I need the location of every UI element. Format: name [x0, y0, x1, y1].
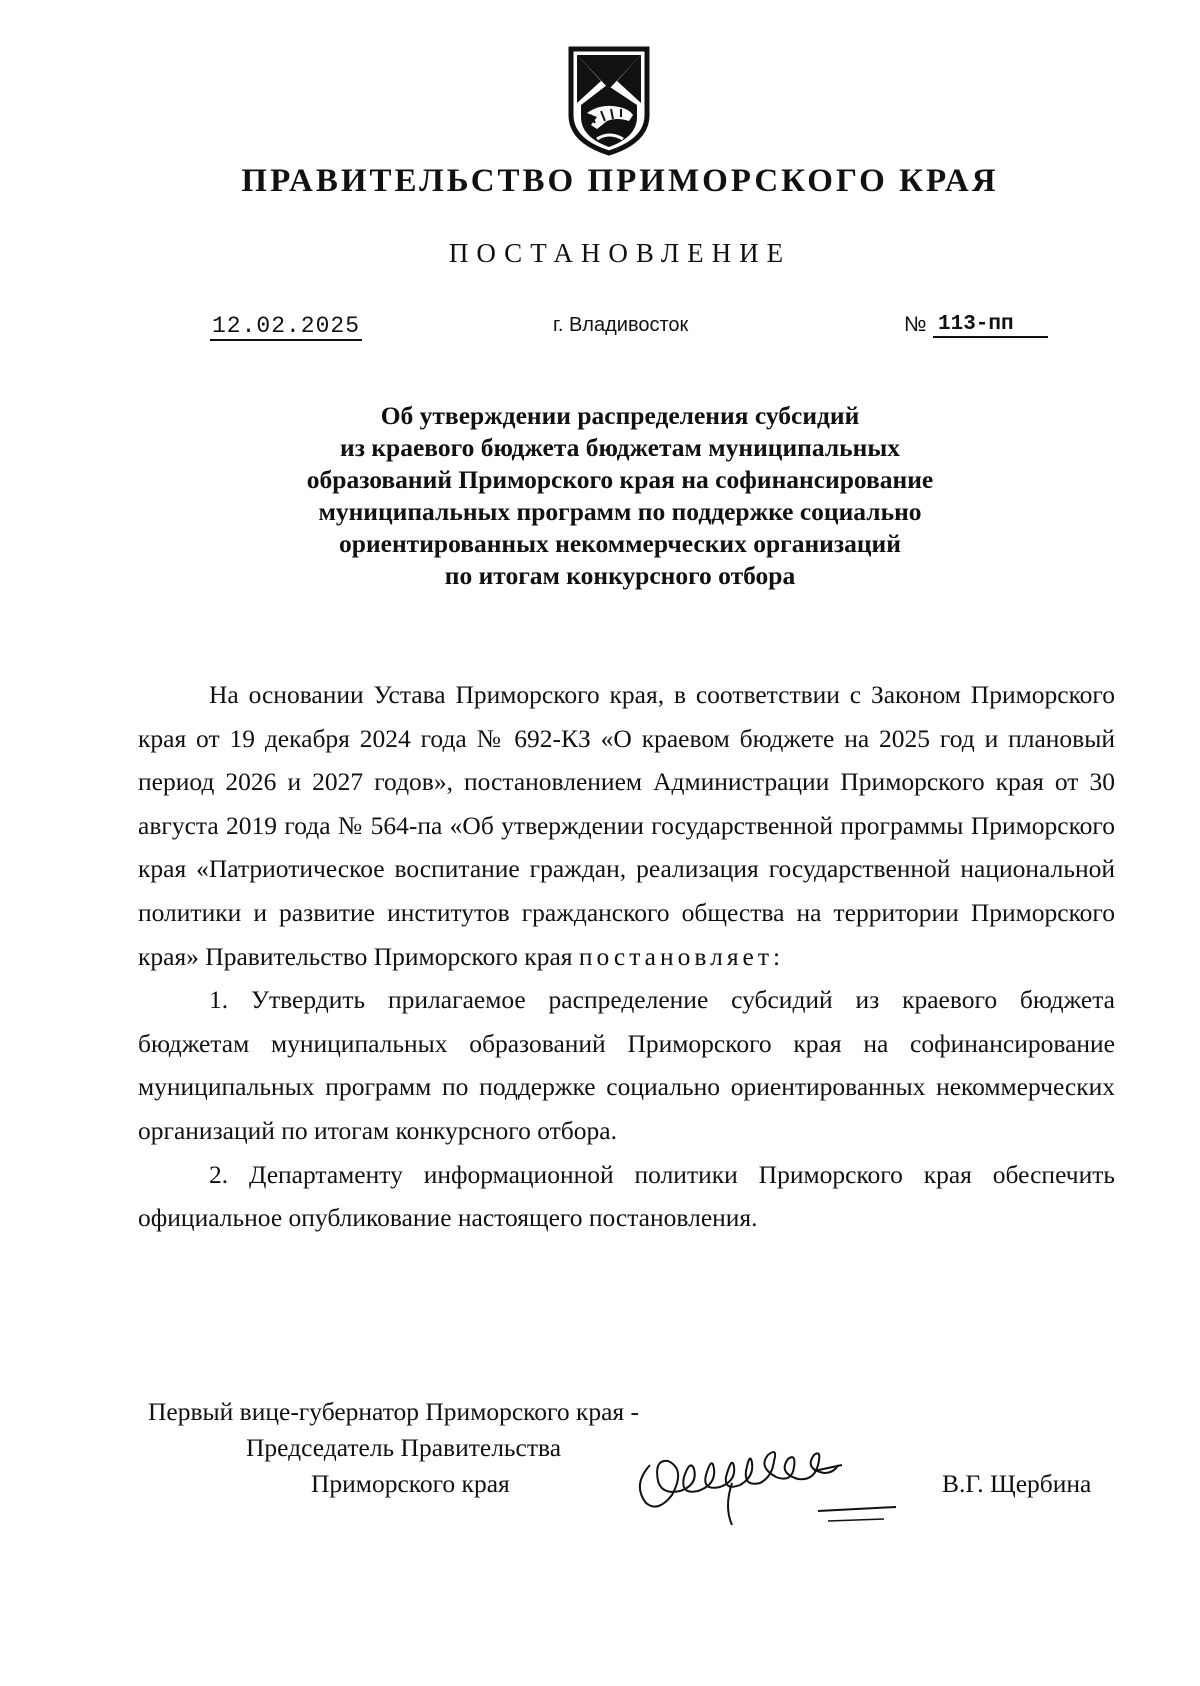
- number-sign: №: [904, 313, 927, 336]
- subject-line: муниципальных программ по поддержке социально: [318, 497, 922, 526]
- preamble-paragraph: [138, 673, 1115, 978]
- item-1: 1. Утвердить прилагаемое распределение субсидий из краевого бюджета бюджетам муниципальных образований Приморского края на софинансирование муниципальных программ по поддержке социально ориентированных некоммерческих организаций по итогам конкурсного отбора.: [138, 985, 1115, 1145]
- coat-of-arms-emblem: [567, 45, 651, 157]
- subject-line: Об утверждении распределения субсидий: [380, 401, 860, 430]
- signer-position-line-1: Первый вице-губернатор Приморского края -: [148, 1397, 639, 1426]
- signer-position-line-2: Председатель Правительства: [246, 1433, 562, 1462]
- handwritten-signature: [628, 1425, 898, 1535]
- signer-name: В.Г. Щербина: [942, 1469, 1092, 1498]
- document-type: ПОСТАНОВЛЕНИЕ: [448, 238, 792, 268]
- document-city: г. Владивосток: [553, 314, 689, 336]
- preamble-text: На основании Устава Приморского края, в соответствии с Законом Приморского края от 19 декабря 2024 года № 692-КЗ «О краевом бюджете на 2025 год и плановый период 2026 и 2027 годов», постановлением Администрации Приморского края от 30 августа 2019 года № 564-па «Об утверждении государственной программы Приморского края «Патриотическое воспитание граждан, реализация государственной национальной политики и развитие институтов гражданского общества на территории Приморского края» Правительство Приморского края: [138, 680, 1115, 971]
- subject-line: из краевого бюджета бюджетам муниципальных: [340, 433, 900, 462]
- subject-line: образований Приморского края на софинансирование: [306, 465, 934, 494]
- resolves-word: постановляет:: [578, 941, 785, 971]
- document-number: 113-пп: [933, 313, 1048, 338]
- government-title: ПРАВИТЕЛЬСТВО ПРИМОРСКОГО КРАЯ: [241, 163, 999, 199]
- document-date: 12.02.2025: [211, 313, 361, 339]
- document-body: [138, 673, 1115, 1240]
- signer-position-line-3: Приморского края: [311, 1469, 510, 1498]
- subject-line: ориентированных некоммерческих организаций: [339, 529, 901, 558]
- document-subject: [200, 400, 1040, 592]
- item-2: 2. Департаменту информационной политики Приморского края обеспечить официальное опубликование настоящего постановления.: [138, 1159, 1115, 1233]
- subject-line: по итогам конкурсного отбора: [444, 561, 796, 590]
